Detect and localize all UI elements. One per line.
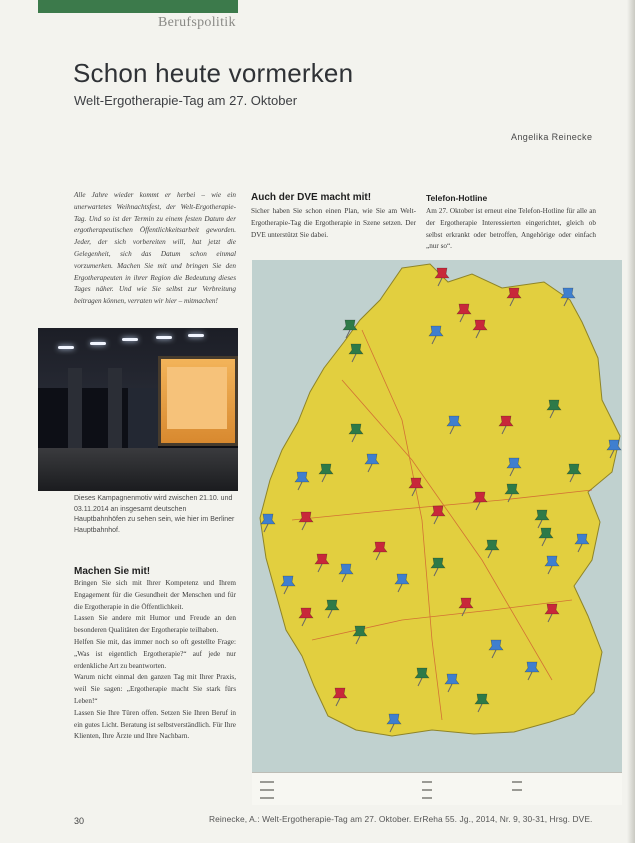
article-title: Schon heute vormerken [73,58,354,88]
dve-heading: Auch der DVE macht mit! [251,192,372,203]
hotline-text: Am 27. Oktober ist erneut eine Telefon-Hotline für alle an der Ergotherapie Interessierten eingerichtet, gleich ob selbst erkrankt oder betroffen, Angehörige oder einfach „nur so“. [426,207,596,251]
machen-paragraph: Warum nicht einmal den ganzen Tag mit Ihrer Praxis, weil Sie sagen: „Ergotherapie macht Sie stark fürs Leben!“ [74,673,236,705]
dve-text: Sicher haben Sie schon einen Plan, wie Sie am Welt-Ergotherapie-Tag die Ergotherapie in Szene setzen. Der DVE unterstützt Sie dabei. [251,207,416,239]
map-legend [252,772,622,805]
intro-paragraph: Alle Jahre wieder kommt er herbei – wie ein unerwartetes Weihnachtsfest, der Welt-Ergotherapie-Tag. Und so ist der Termin zu einem festen Datum der ergotherapeutischen Öffentlichkeitsarbeit geworden. Jeder, der sich vorbereiten will, hat jetzt die Gelegenheit, sich das Datum schon einmal vorzumerken. Machen Sie mit und bringen Sie den Ergotherapeuten in ihrer Region die Bedeutung dieses Tages näher. Und wie Sie selbst zur Verbreitung beitragen können, verraten wir hier – mitmachen! [74,191,236,306]
photo-caption: Dieses Kampagnenmotiv wird zwischen 21.10. und 03.11.2014 an insgesamt deutschen Hauptbahnhöfen zu sehen sein, wie hier im Berliner Hauptbahnhof. [74,495,235,534]
machen-paragraph: Helfen Sie mit, das immer noch so oft gestellte Frage: „Was ist eigentlich Ergotherapie?“ auf jede nur erdenkliche Art zu beantworten. [74,637,236,670]
machen-section [74,578,236,743]
article-subtitle: Welt-Ergotherapie-Tag am 27. Oktober [74,93,298,108]
citation-footer: Reinecke, A.: Welt-Ergotherapie-Tag am 27. Oktober. ErReha 55. Jg., 2014, Nr. 9, 30-31, Hrsg. DVE. [209,814,593,824]
campaign-photo [38,328,238,491]
machen-paragraph: Bringen Sie sich mit Ihrer Kompetenz und Ihrem Engagement für die Gesundheit der Menschen und für die Ergotherapie in die Öffentlichkeit. [74,579,236,611]
germany-pin-map [252,260,622,772]
machen-paragraph: Lassen Sie andere mit Humor und Freude an den besonderen Qualitäten der Ergotherapie teilhaben. [74,614,236,635]
section-label: Berufspolitik [158,15,236,30]
hotline-heading: Telefon-Hotline [426,193,488,203]
machen-paragraph: Lassen Sie Ihre Türen offen. Setzen Sie Ihren Beruf in ein gutes Licht. Beratung ist selbstverständlich. Für Ihre Klienten, Ihre Ärzte und Ihre Nachbarn. [74,708,236,741]
billboard [158,356,238,446]
article-author: Angelika Reinecke [511,132,593,142]
page-number: 30 [74,816,85,826]
page-edge-shadow [627,0,635,843]
section-color-bar [38,0,238,13]
machen-heading: Machen Sie mit! [74,566,151,577]
